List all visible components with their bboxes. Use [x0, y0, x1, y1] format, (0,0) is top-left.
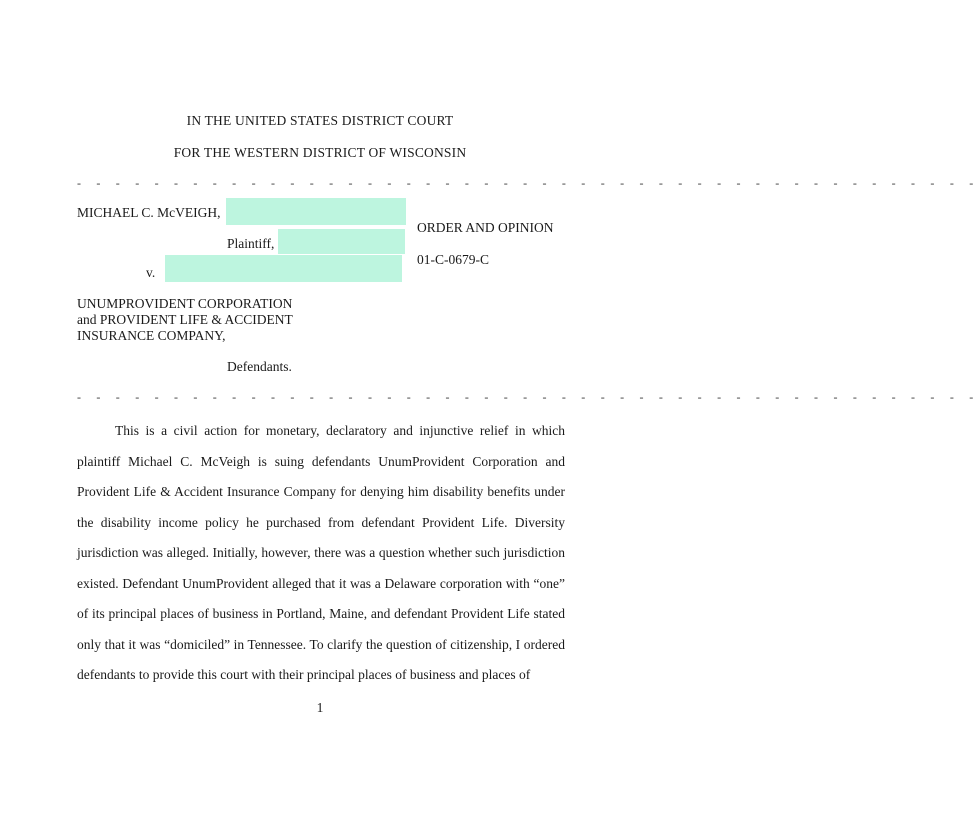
opinion-body	[77, 416, 565, 691]
body-paragraph: This is a civil action for monetary, declaratory and injunctive relief in which plaintiff Michael C. McVeigh is suing defendants UnumProvident Corporation and Provident Life & Accident Insurance Company for denying him disability benefits under the disability income policy he purchased from defendant Provident Life. Diversity jurisdiction was alleged. Initially, however, there was a question whether such jurisdiction existed. Defendant UnumProvident alleged that it was a Delaware corporation with “one” of its principal places of business in Portland, Maine, and defendant Provident Life stated only that it was “domiciled” in Tennessee. To clarify the question of citizenship, I ordered defendants to provide this court with their principal places of business and places of	[77, 423, 565, 682]
redaction-highlight	[165, 255, 402, 282]
case-number: 01-C-0679-C	[417, 252, 489, 267]
defendant-line1: UNUMPROVIDENT CORPORATION	[77, 296, 293, 311]
redaction-highlight	[278, 229, 405, 254]
caption-separator-bottom: - - - - - - - - - - - - - - - - - - - - - - - - - - - - - - - - - - - - - - - - - - - - - - -	[77, 390, 979, 404]
document-type: ORDER AND OPINION	[417, 220, 554, 235]
plaintiff-label: Plaintiff,	[227, 236, 275, 251]
page-number: 1	[316, 700, 324, 715]
defendant-line3: INSURANCE COMPANY,	[77, 328, 226, 343]
court-title-line1: IN THE UNITED STATES DISTRICT COURT	[186, 113, 454, 128]
caption-separator-top: - - - - - - - - - - - - - - - - - - - - - - - - - - - - - - - - - - - - - - - - - - - - - - -	[77, 176, 979, 190]
court-title-line2: FOR THE WESTERN DISTRICT OF WISCONSIN	[173, 145, 467, 160]
versus-label: v.	[146, 265, 156, 280]
plaintiff-name: MICHAEL C. McVEIGH,	[77, 205, 221, 220]
redaction-highlight	[226, 198, 406, 225]
defendants-label: Defendants.	[227, 359, 292, 374]
defendant-line2: and PROVIDENT LIFE & ACCIDENT	[77, 312, 293, 327]
